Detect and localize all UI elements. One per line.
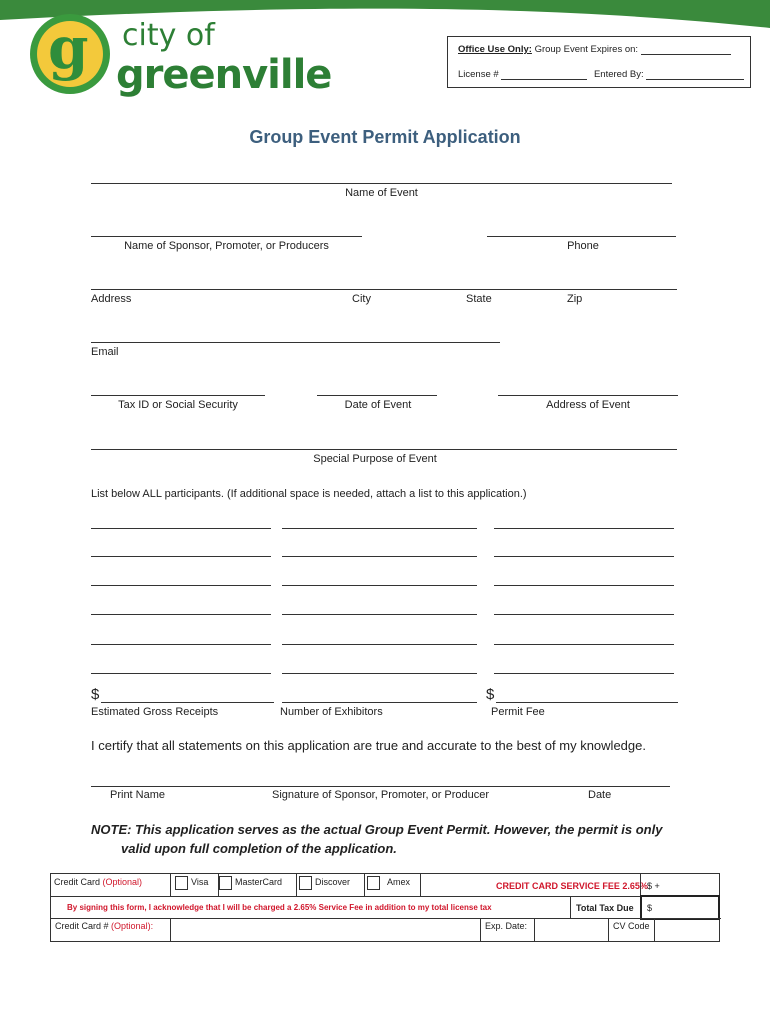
card-number-label: Credit Card #: [55, 921, 109, 931]
participant-line[interactable]: [282, 585, 477, 586]
participant-line[interactable]: [91, 585, 271, 586]
permit-fee-field[interactable]: [496, 702, 678, 703]
license-label: License #: [458, 69, 499, 80]
permit-fee-currency: $: [486, 686, 495, 703]
total-tax-label: Total Tax Due: [576, 903, 634, 913]
mastercard-label: MasterCard: [235, 877, 283, 887]
address-label: Address: [91, 293, 132, 305]
entered-by-field[interactable]: [646, 70, 744, 80]
participant-line[interactable]: [91, 556, 271, 557]
participant-line[interactable]: [91, 673, 271, 674]
total-tax-amount: $: [647, 903, 653, 913]
email-field[interactable]: [91, 342, 500, 343]
participant-line[interactable]: [494, 585, 674, 586]
event-name-field[interactable]: [91, 183, 672, 184]
exp-date-field[interactable]: [535, 918, 609, 942]
state-label: State: [466, 293, 492, 305]
event-name-label: Name of Event: [345, 187, 418, 199]
visa-label: Visa: [191, 877, 209, 887]
note-line-2: valid upon full completion of the application.: [121, 841, 397, 856]
discover-label: Discover: [315, 877, 351, 887]
participant-line[interactable]: [282, 614, 477, 615]
acknowledge-text: By signing this form, I acknowledge that I will be charged a 2.65% Service Fee in addition to my total license tax: [67, 903, 492, 912]
logo-city-text: city of: [122, 18, 215, 53]
service-fee-amount: $ +: [647, 881, 660, 891]
city-logo: [30, 14, 330, 109]
participant-line[interactable]: [282, 528, 477, 529]
office-use-label: Office Use Only:: [458, 44, 532, 55]
address-field[interactable]: [91, 289, 677, 290]
office-use-box: [447, 36, 751, 88]
participant-line[interactable]: [91, 614, 271, 615]
phone-label: Phone: [567, 240, 599, 252]
credit-card-label: Credit Card: [54, 877, 101, 887]
expires-field[interactable]: [641, 45, 731, 55]
page-title: Group Event Permit Application: [249, 127, 521, 147]
participant-line[interactable]: [282, 556, 477, 557]
participant-line[interactable]: [494, 644, 674, 645]
optional-colon-label: (Optional):: [111, 921, 154, 931]
signature-field[interactable]: [91, 786, 670, 787]
zip-label: Zip: [567, 293, 583, 305]
expires-label: Group Event Expires on:: [534, 44, 639, 55]
participant-line[interactable]: [282, 673, 477, 674]
permit-note: [91, 820, 662, 858]
cv-code-field[interactable]: [655, 918, 719, 942]
participant-line[interactable]: [91, 644, 271, 645]
exhibitors-label: Number of Exhibitors: [280, 706, 383, 718]
entered-by-label: Entered By:: [593, 69, 644, 80]
date-of-event-field[interactable]: [317, 395, 437, 396]
address-of-event-field[interactable]: [498, 395, 678, 396]
license-field[interactable]: [501, 70, 587, 80]
certify-statement: I certify that all statements on this application are true and accurate to the best of my knowledge.: [91, 738, 646, 753]
tax-id-field[interactable]: [91, 395, 265, 396]
date-label: Date: [588, 789, 612, 801]
service-fee-label: CREDIT CARD SERVICE FEE 2.65%: [496, 881, 648, 891]
special-purpose-label: Special Purpose of Event: [313, 453, 437, 465]
participant-line[interactable]: [494, 528, 674, 529]
gross-receipts-label: Estimated Gross Receipts: [91, 706, 219, 718]
sponsor-field[interactable]: [91, 236, 362, 237]
gross-currency: $: [91, 686, 100, 703]
phone-field[interactable]: [487, 236, 676, 237]
participant-line[interactable]: [494, 614, 674, 615]
note-line-1: NOTE: This application serves as the actual Group Event Permit. However, the permit is only: [91, 822, 663, 837]
signature-label: Signature of Sponsor, Promoter, or Producer: [272, 789, 490, 801]
optional-label: (Optional): [102, 877, 143, 887]
email-label: Email: [91, 346, 119, 358]
logo-glyph: g: [48, 14, 89, 82]
cv-code-label: CV Code: [613, 921, 650, 931]
city-label: City: [352, 293, 371, 305]
participant-line[interactable]: [282, 644, 477, 645]
print-name-label: Print Name: [110, 789, 166, 801]
address-of-event-label: Address of Event: [546, 399, 630, 411]
gross-receipts-field[interactable]: [101, 702, 274, 703]
participants-intro: List below ALL participants. (If additional space is needed, attach a list to this application.): [91, 488, 527, 500]
date-of-event-label: Date of Event: [344, 399, 412, 411]
payment-table: [50, 873, 720, 942]
exp-date-label: Exp. Date:: [485, 921, 528, 931]
sponsor-label: Name of Sponsor, Promoter, or Producers: [124, 240, 329, 252]
amex-label: Amex: [387, 877, 411, 887]
tax-id-label: Tax ID or Social Security: [118, 399, 238, 411]
card-number-field[interactable]: [171, 918, 481, 942]
logo-greenville-text: greenville: [116, 52, 332, 98]
special-purpose-field[interactable]: [91, 449, 677, 450]
participant-line[interactable]: [494, 673, 674, 674]
participant-line[interactable]: [91, 528, 271, 529]
permit-fee-label: Permit Fee: [491, 706, 545, 718]
participant-line[interactable]: [494, 556, 674, 557]
exhibitors-field[interactable]: [282, 702, 477, 703]
